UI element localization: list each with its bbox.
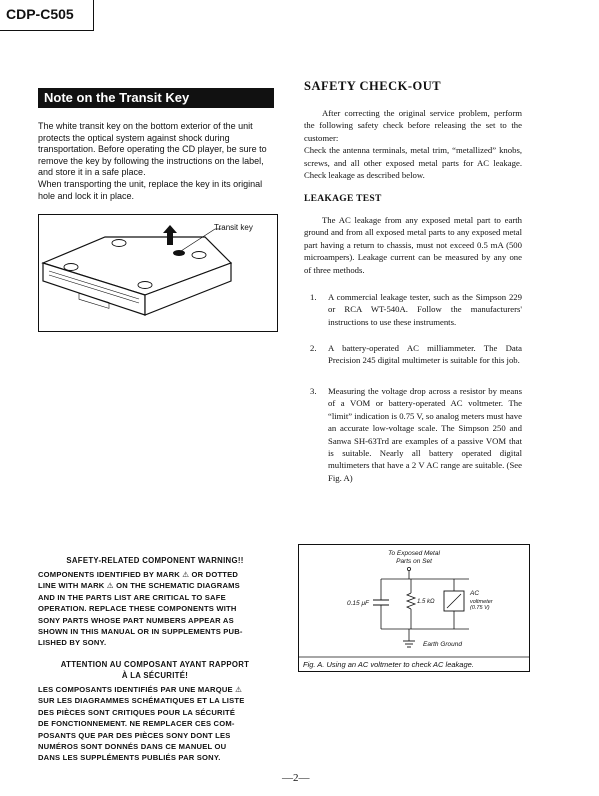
figure-caption: Fig. A. Using an AC voltmeter to check AC leakage. bbox=[303, 660, 474, 669]
transit-key-text bbox=[38, 121, 278, 202]
circuit-schematic bbox=[299, 545, 529, 671]
ground-label: Earth Ground bbox=[423, 641, 463, 648]
resistor-label: 1.5 kΩ bbox=[417, 599, 435, 605]
warning-fr-line: DANS LES SUPPLÉMENTS PUBLIÉS PAR SONY. bbox=[38, 753, 221, 763]
header-rule-vertical bbox=[93, 0, 94, 30]
method-number: 1. bbox=[310, 292, 317, 302]
top-label-line-1: To Exposed Metal bbox=[388, 550, 440, 557]
warning-en-body bbox=[38, 569, 272, 649]
method-number: 2. bbox=[310, 343, 317, 353]
warning-en-line: SONY PARTS WHOSE PART NUMBERS APPEAR AS bbox=[38, 615, 234, 625]
warning-en-line: AND IN THE PARTS LIST ARE CRITICAL TO SAFE bbox=[38, 592, 226, 602]
warning-fr-title-2: À LA SÉCURITÉ! bbox=[121, 671, 189, 680]
cd-player-illustration bbox=[39, 215, 277, 331]
warning-en-title: SAFETY-RELATED COMPONENT WARNING!! bbox=[66, 556, 244, 565]
transit-key-label: Transit key bbox=[214, 223, 253, 232]
safety-intro-paragraph-2: Check the antenna terminals, metal trim, “metallized” knobs, screws, and all other exposed metal parts for AC leakage. Check leakage as described below. bbox=[304, 145, 522, 181]
warning-en-line: OPERATION. REPLACE THESE COMPONENTS WITH bbox=[38, 604, 237, 614]
warning-fr-line: LES COMPOSANTS IDENTIFIÉS PAR UNE MARQUE ⚠ bbox=[38, 685, 243, 694]
header-rule-horizontal bbox=[0, 30, 94, 31]
warning-en-line: LISHED BY SONY. bbox=[38, 638, 107, 648]
transit-key-hole bbox=[173, 250, 185, 256]
method-text: Measuring the voltage drop across a resistor by means of a VOM or battery-operated AC voltmeter. The “limit” indication is 0.75 V, so analog meters must have an accurate low-voltage scale. The Simpson 250 and Sanwa SH-63Trd are examples of a passive VOM that is suitable. Nearly all battery operated digital multimeters that have a 2 V AC range are suitable. (See Fig. A) bbox=[328, 386, 522, 483]
safety-intro bbox=[304, 107, 522, 181]
method-text: A commercial leakage tester, such as the Simpson 229 or RCA WT-540A. Follow the manufacturers' instructions to use these instruments. bbox=[328, 292, 522, 327]
safety-intro-paragraph-1: After correcting the original service problem, perform the following safety check before releasing the set to the customer: bbox=[304, 108, 522, 143]
meter-label-voltmeter: voltmeter bbox=[470, 599, 493, 605]
warning-fr-line: NUMÉROS SONT DONNÉS DANS CE MANUEL OU bbox=[38, 742, 227, 752]
warning-fr-line: DES PIÈCES SONT CRITIQUES POUR LA SÉCURITÉ bbox=[38, 707, 236, 717]
meter-label-ac: AC bbox=[470, 590, 480, 597]
page-number: —2— bbox=[282, 772, 310, 784]
method-number: 3. bbox=[310, 386, 317, 396]
capacitor-label: 0.15 μF bbox=[347, 600, 369, 607]
transit-key-figure bbox=[38, 214, 278, 332]
warning-en-line: SHOWN IN THIS MANUAL OR IN SUPPLEMENTS PUB- bbox=[38, 627, 243, 637]
warning-fr-line: POSANTS QUE PAR DES PIÈCES SONY DONT LES bbox=[38, 730, 231, 740]
top-label-line-2: Parts on Set bbox=[396, 558, 432, 565]
warning-fr-body bbox=[38, 684, 272, 764]
leakage-circuit-diagram bbox=[298, 544, 530, 672]
warning-fr-line: SUR LES DIAGRAMMES SCHÉMATIQUES ET LA LISTE bbox=[38, 696, 245, 706]
model-number: CDP-C505 bbox=[6, 6, 74, 22]
meter-label-value: (0.75 V) bbox=[470, 605, 490, 611]
method-text: A battery-operated AC milliammeter. The Data Precision 245 digital multimeter is suitable for this job. bbox=[328, 343, 522, 366]
leakage-test-heading: LEAKAGE TEST bbox=[304, 194, 382, 204]
warning-en-line: LINE WITH MARK ⚠ ON THE SCHEMATIC DIAGRAMS bbox=[38, 581, 240, 591]
transit-paragraph-2: When transporting the unit, replace the key in its original hole and lock it in place. bbox=[38, 178, 263, 201]
transit-key-heading: Note on the Transit Key bbox=[38, 88, 274, 108]
warning-fr-line: DE FONCTIONNEMENT. NE REMPLACER CES COM- bbox=[38, 719, 235, 729]
safety-checkout-heading: SAFETY CHECK-OUT bbox=[304, 79, 442, 93]
transit-paragraph-1: The white transit key on the bottom exterior of the unit protects the optical system against shock during transportation. Before operating the CD player, be sure to remove the key by following the instructions on the label, and store it in a safe place. bbox=[38, 121, 267, 178]
warning-en-line: COMPONENTS IDENTIFIED BY MARK ⚠ OR DOTTED bbox=[38, 570, 239, 579]
resistor-symbol bbox=[407, 593, 415, 609]
warning-fr-title-1: ATTENTION AU COMPOSANT AYANT RAPPORT bbox=[60, 660, 250, 669]
leakage-test-body: The AC leakage from any exposed metal part to earth ground and from all exposed metal parts to any exposed metal part having a return to chassis, must not exceed 0.5 mA (500 microampers). Leakage current can be measured by any one of three methods. bbox=[304, 215, 522, 275]
